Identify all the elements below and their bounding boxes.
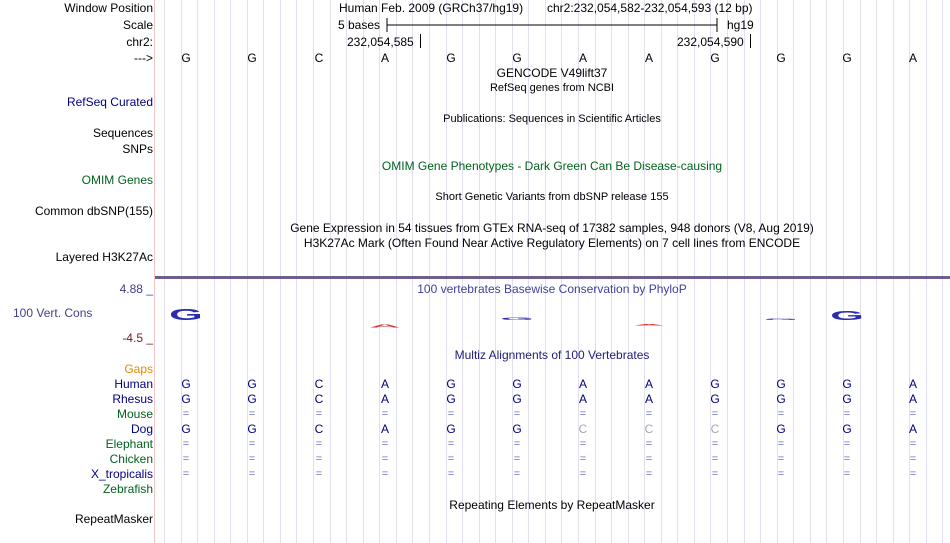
human-base: G [446,377,456,391]
human-base: G [512,377,522,391]
assembly-title: Human Feb. 2009 (GRCh37/hg19) [339,1,524,15]
elephant-base: = [777,438,785,450]
grid-line [164,0,165,543]
refseq-ncbi-title[interactable]: RefSeq genes from NCBI [489,82,615,94]
strand-arrow-label[interactable]: ---> [134,51,153,65]
elephant-base: = [909,438,917,450]
scale-bar [386,17,720,33]
chicken-base: = [843,453,851,465]
grid-line [860,0,861,543]
xtropicalis-base: = [579,468,587,480]
grid-line [363,0,364,543]
ref-base: G [247,51,257,65]
species-zebrafish-label[interactable]: Zebrafish [102,482,153,496]
chicken-base: = [909,453,917,465]
species-chicken-label[interactable]: Chicken [109,452,153,466]
cons-logo-letter: G [500,317,534,321]
scale-label[interactable]: Scale [122,18,153,32]
mouse-base: = [843,408,851,420]
human-base: G [247,377,257,391]
coord-label-1: 232,054,585 [347,35,414,49]
common-dbsnp-label[interactable]: Common dbSNP(155) [34,204,153,218]
chicken-base: = [381,453,389,465]
multiz-track-title[interactable]: Multiz Alignments of 100 Vertebrates [454,348,650,362]
ref-base: A [380,51,390,65]
human-base: A [644,377,654,391]
omim-genes-label[interactable]: OMIM Genes [81,173,153,187]
grid-line [412,0,413,543]
grid-line [396,0,397,543]
elephant-base: = [248,438,256,450]
grid-line [760,0,761,543]
grid-line [214,0,215,543]
ref-base: A [578,51,588,65]
scale-bases-text: 5 bases [338,18,381,32]
ref-base: A [908,51,918,65]
rhesus-base: C [314,392,324,406]
xtropicalis-base: = [909,468,917,480]
ref-base: G [512,51,522,65]
elephant-base: = [182,438,190,450]
grid-line [942,0,943,543]
xtropicalis-base: = [447,468,455,480]
ref-base: G [710,51,720,65]
dog-base: G [512,422,522,436]
rhesus-base: G [446,392,456,406]
grid-line [462,0,463,543]
chicken-base: = [248,453,256,465]
grid-line [661,0,662,543]
refseq-curated-label[interactable]: RefSeq Curated [66,95,153,109]
rhesus-base: G [247,392,257,406]
grid-line [330,0,331,543]
elephant-base: = [579,438,587,450]
human-base: G [181,377,191,391]
rhesus-base: G [181,392,191,406]
elephant-base: = [645,438,653,450]
grid-line [280,0,281,543]
chicken-base: = [315,453,323,465]
mouse-base: = [909,408,917,420]
cons-logo-letter: G [169,305,203,324]
track-separator [155,276,950,279]
phylop-track-title[interactable]: 100 vertebrates Basewise Conservation by PhyloP [417,282,687,296]
grid-line [296,0,297,543]
rhesus-base: A [908,392,918,406]
grid-line [677,0,678,543]
mouse-base: = [182,408,190,420]
dog-base: C [578,422,588,436]
chicken-base: = [447,453,455,465]
grid-line [181,0,182,543]
gaps-label[interactable]: Gaps [124,362,153,376]
chicken-base: = [777,453,785,465]
species-elephant-label[interactable]: Elephant [105,437,153,451]
grid-line [230,0,231,543]
h3k27ac-track-title[interactable]: H3K27Ac Mark (Often Found Near Active Regulatory Elements) on 7 cell lines from ENCODE [303,236,801,250]
grid-line [628,0,629,543]
chrom-label[interactable]: chr2: [126,35,153,49]
grid-line [694,0,695,543]
grid-line [727,0,728,543]
cons-track-label[interactable]: 100 Vert. Cons [13,306,93,320]
xtropicalis-base: = [513,468,521,480]
dog-base: G [181,422,191,436]
grid-line [379,0,380,543]
xtropicalis-base: = [381,468,389,480]
human-base: G [842,377,852,391]
grid-line [446,0,447,543]
human-base: C [314,377,324,391]
cons-logo-letter: A [369,323,401,329]
chicken-base: = [182,453,190,465]
dog-base: G [842,422,852,436]
chicken-base: = [711,453,719,465]
grid-line [429,0,430,543]
grid-line [876,0,877,543]
xtropicalis-base: = [315,468,323,480]
layered-h3k27ac-label[interactable]: Layered H3K27Ac [55,250,153,264]
rhesus-base: G [842,392,852,406]
ref-base: A [644,51,654,65]
mouse-base: = [711,408,719,420]
cons-max-label: 4.88 _ [119,282,153,296]
grid-line [247,0,248,543]
xtropicalis-base: = [711,468,719,480]
mouse-base: = [777,408,785,420]
elephant-base: = [711,438,719,450]
cons-logo-letter: G [764,318,798,321]
repeatmasker-track-title[interactable]: Repeating Elements by RepeatMasker [449,498,655,512]
rhesus-base: A [644,392,654,406]
mouse-base: = [315,408,323,420]
rhesus-base: A [578,392,588,406]
omim-phenotypes-title[interactable]: OMIM Gene Phenotypes - Dark Green Can Be Disease-causing [381,159,723,173]
position-readout[interactable]: chr2:232,054,582-232,054,593 (12 bp) [547,1,753,15]
human-base: A [908,377,918,391]
ref-base: G [776,51,786,65]
repeatmasker-label[interactable]: RepeatMasker [74,512,153,526]
cons-logo-letter: A [633,323,665,326]
elephant-base: = [513,438,521,450]
human-base: G [710,377,720,391]
xtropicalis-base: = [248,468,256,480]
mouse-base: = [447,408,455,420]
coord-tick-1 [420,34,421,48]
cons-logo-letter: G [830,308,864,323]
ref-base: G [446,51,456,65]
dog-base: C [710,422,720,436]
cons-min-label: -4.5 _ [122,331,153,345]
chicken-base: = [513,453,521,465]
window-position-label[interactable]: Window Position [64,1,153,15]
rhesus-base: G [512,392,522,406]
elephant-base: = [315,438,323,450]
gtex-track-title[interactable]: Gene Expression in 54 tissues from GTEx RNA-seq of 17382 samples, 948 donors (V8, Aug 2019) [290,221,814,235]
elephant-base: = [843,438,851,450]
xtropicalis-base: = [777,468,785,480]
grid-line [263,0,264,543]
ref-base: C [314,51,324,65]
dog-base: G [776,422,786,436]
xtropicalis-base: = [645,468,653,480]
grid-line [826,0,827,543]
scale-db-text: hg19 [727,18,754,32]
dog-base: G [247,422,257,436]
species-dog-label[interactable]: Dog [130,422,153,436]
mouse-base: = [645,408,653,420]
rhesus-base: G [776,392,786,406]
publications-track-title[interactable]: Publications: Sequences in Scientific Articles [443,113,661,125]
grid-line [810,0,811,543]
human-base: A [380,377,390,391]
dog-base: C [314,422,324,436]
rhesus-base: G [710,392,720,406]
elephant-base: = [381,438,389,450]
rhesus-base: A [380,392,390,406]
mouse-base: = [513,408,521,420]
dog-base: A [380,422,390,436]
mouse-base: = [381,408,389,420]
dog-base: A [908,422,918,436]
mouse-base: = [579,408,587,420]
mouse-base: = [248,408,256,420]
dbsnp-track-title[interactable]: Short Genetic Variants from dbSNP release 155 [435,191,669,203]
species-rhesus-label[interactable]: Rhesus [112,392,153,406]
human-base: A [578,377,588,391]
species-xtropicalis-label[interactable]: X_tropicalis [90,467,153,481]
grid-line [793,0,794,543]
ref-base: G [842,51,852,65]
gencode-track-title[interactable]: GENCODE V49lift37 [496,66,608,80]
grid-line [346,0,347,543]
sequences-label[interactable]: Sequences [92,126,153,140]
species-mouse-label[interactable]: Mouse [116,407,153,421]
grid-line [197,0,198,543]
grid-line [744,0,745,543]
chicken-base: = [579,453,587,465]
grid-line [479,0,480,543]
xtropicalis-base: = [182,468,190,480]
chicken-base: = [645,453,653,465]
grid-line [313,0,314,543]
xtropicalis-base: = [843,468,851,480]
elephant-base: = [447,438,455,450]
sidebar-divider [154,0,155,543]
coord-label-2: 232,054,590 [677,35,744,49]
snps-label[interactable]: SNPs [122,142,153,156]
ref-base: G [181,51,191,65]
conservation-logo[interactable] [155,300,950,340]
grid-line [926,0,927,543]
human-base: G [776,377,786,391]
species-human-label[interactable]: Human [114,377,153,391]
grid-line [893,0,894,543]
dog-base: C [644,422,654,436]
dog-base: G [446,422,456,436]
coord-tick-2 [750,34,751,48]
